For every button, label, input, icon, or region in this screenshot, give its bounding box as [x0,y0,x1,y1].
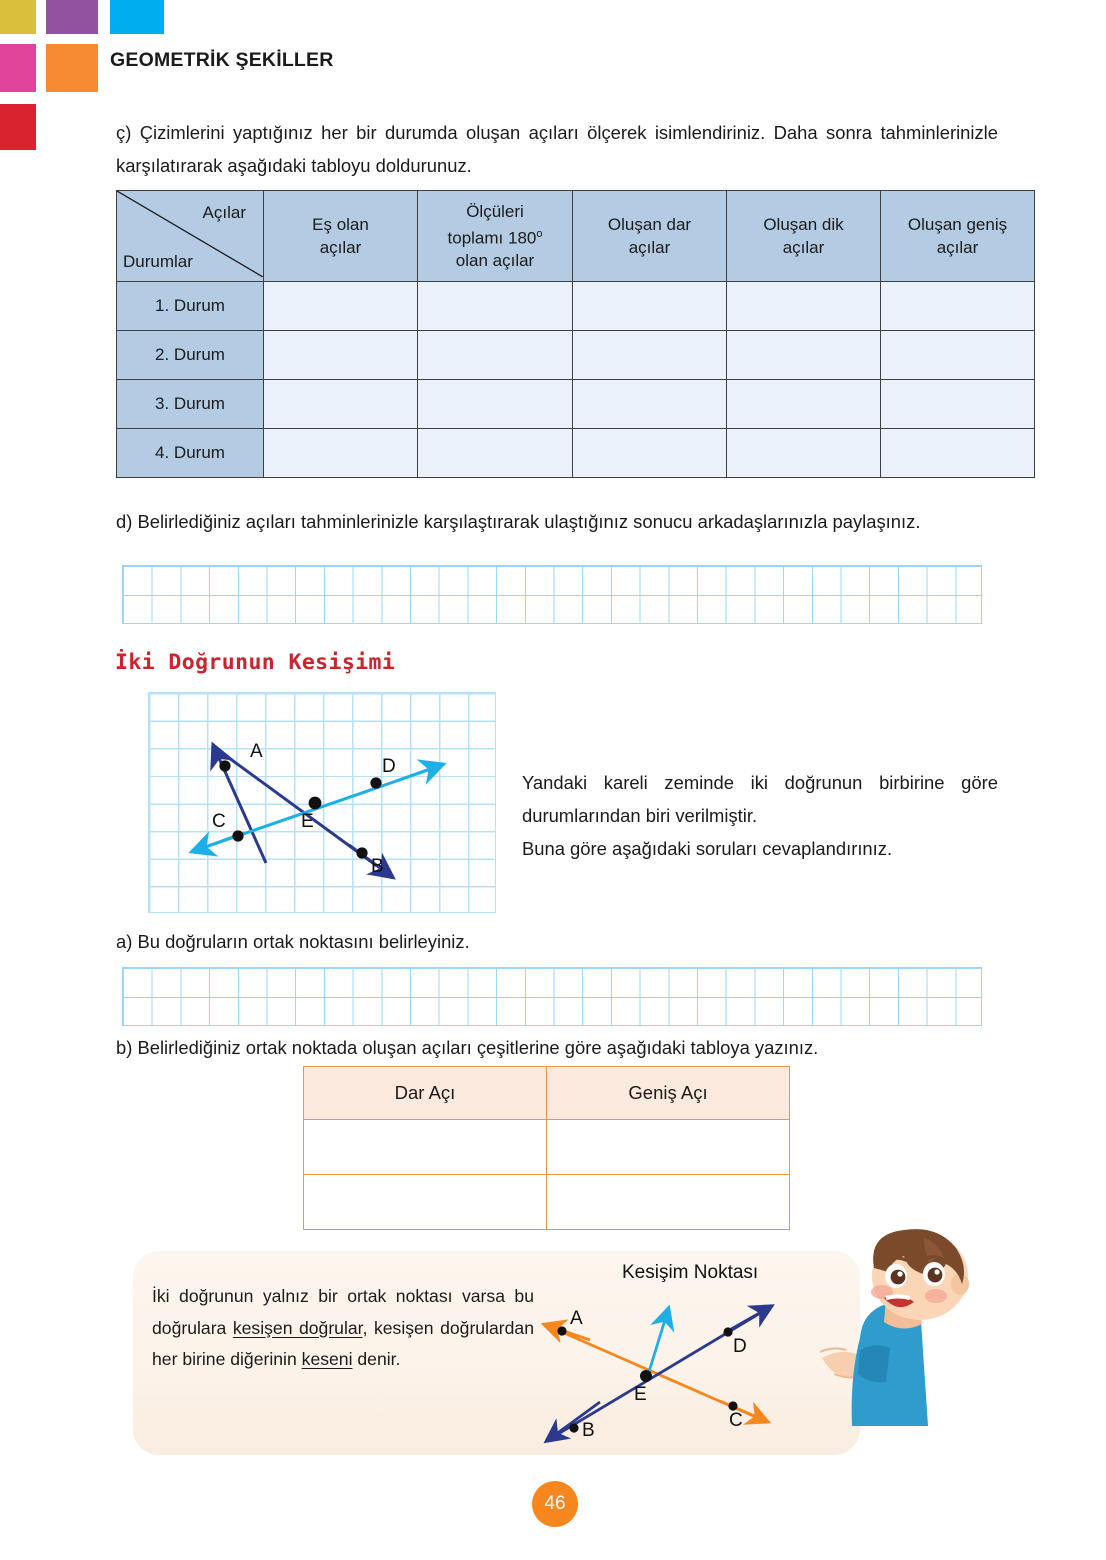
side-text-line-1: Yandaki kareli zeminde iki doğrunun birbirine göre durumlarından biri verilmiştir. [522,772,998,826]
answer-cell[interactable] [304,1175,547,1230]
paragraph-c-item: ç) Çizimlerini yaptığınız her bir durumda oluşan açıları ölçerek isimlendiriniz. Daha sonra tahminlerinizle karşılatırarak aşağıdaki tabloyu doldurunuz. [116,122,998,176]
line-orange-end-arrow [720,1401,766,1421]
color-block-red [0,104,36,150]
squared-grid-diagram [148,692,496,913]
answer-cell[interactable] [264,429,418,478]
color-block-pink [0,44,36,92]
column-header-olusan-dik-acilar: Oluşan dik açılar [727,191,881,282]
definition-term-kesisen-dogrular: kesişen doğrular [232,1317,363,1338]
row-header-durum-3: 3. Durum [117,380,264,429]
intersecting-lines-svg [149,693,497,914]
answer-cell[interactable] [573,331,727,380]
paragraph-d-item: d) Belirlediğiniz açıları tahminlerinizle karşılaştırarak ulaştığınız sonucu arkadaşlarınızla paylaşınız. [116,511,921,532]
mini-point-label-a: A [570,1308,583,1329]
point-label-e: E [301,811,314,832]
table-header-row [117,191,1035,282]
point-label-b: B [371,856,384,877]
mini-point-d-dot [723,1327,732,1336]
answer-cell[interactable] [727,429,881,478]
mini-point-a-dot [557,1326,566,1335]
mini-point-label-d: D [733,1336,747,1357]
answer-cell[interactable] [881,282,1035,331]
answer-cell[interactable] [418,380,573,429]
row-header-durum-2: 2. Durum [117,331,264,380]
column-header-olculeri-toplami-180: Ölçüleri toplamı 180$^o$ olan açılar [418,191,573,282]
answer-cell[interactable] [418,331,573,380]
corner-label-angles: Açılar [202,203,246,222]
table-row [117,282,1035,331]
table-row [117,380,1035,429]
answer-cell[interactable] [881,380,1035,429]
definition-text-part-1: İki doğrunun yalnız bir ortak noktası varsa bu doğrulara [152,1286,534,1338]
point-label-d: D [382,756,396,777]
definition-text-part-3: denir. [352,1349,401,1369]
mini-lines-svg [530,1280,820,1450]
answer-cell[interactable] [727,331,881,380]
color-block-yellow [0,0,36,34]
boy-illustration-svg [820,1228,1020,1458]
line-ab-arrow-end [349,845,391,876]
column-header-genis-aci: Geniş Açı [547,1067,790,1120]
line-cd-arrow-end [399,765,441,780]
answer-cell[interactable] [573,380,727,429]
definition-term-keseni: keseni [301,1349,353,1369]
page-number-badge: 46 [532,1481,578,1527]
answer-cell[interactable] [573,282,727,331]
answer-writing-grid-a[interactable] [122,967,982,1026]
answer-cell[interactable] [727,282,881,331]
answer-cell[interactable] [264,380,418,429]
point-label-c: C [212,811,226,832]
column-header-olusan-dar-acilar: Oluşan dar açılar [573,191,727,282]
paragraph-b-item: b) Belirlediğiniz ortak noktada oluşan açıları çeşitlerine göre aşağıdaki tabloya yazınız. [116,1037,819,1058]
table-header-row [304,1067,790,1120]
color-block-purple [46,0,98,34]
angle-type-table [303,1066,790,1230]
page-title: GEOMETRİK ŞEKİLLER [110,49,334,71]
answer-cell[interactable] [264,331,418,380]
table-row [117,331,1035,380]
table-row [304,1120,790,1175]
answer-cell[interactable] [418,429,573,478]
color-block-orange [46,44,98,92]
point-b-dot [356,847,367,858]
corner-label-cases: Durumlar [123,252,193,271]
definition-text-part-2: , kesişen doğrulardan her birine diğerinin [152,1317,534,1369]
side-text-line-2: Buna göre aşağıdaki soruları cevaplandırınız. [522,838,893,859]
line-navy-end-arrow [726,1307,770,1332]
answer-cell[interactable] [573,429,727,478]
answer-cell[interactable] [547,1120,790,1175]
answer-cell[interactable] [418,282,573,331]
answer-cell[interactable] [727,380,881,429]
column-header-es-olan-acilar: Eş olan açılar [264,191,418,282]
cartoon-boy-character [820,1228,1020,1458]
column-header-olusan-genis-acilar: Oluşan geniş açılar [881,191,1035,282]
point-e-dot [309,797,322,810]
table-row [304,1175,790,1230]
paragraph-a-item: a) Bu doğruların ortak noktasını belirleyiniz. [116,931,470,952]
durum-table [116,190,1035,478]
answer-cell[interactable] [547,1175,790,1230]
section-heading-iki-dogrunun-kesisimi: İki Doğrunun Kesişimi [115,650,396,675]
kesisim-noktasi-label: Kesişim Noktası [622,1262,759,1283]
row-header-durum-4: 4. Durum [117,429,264,478]
point-label-a: A [250,741,263,762]
definition-text [152,1281,534,1376]
mini-intersecting-lines-diagram [530,1280,820,1450]
mini-point-b-dot [569,1423,578,1432]
mini-point-label-c: C [729,1410,743,1431]
row-header-durum-1: 1. Durum [117,282,264,331]
table-corner-cell [117,191,264,282]
table-row [117,429,1035,478]
color-block-cyan [110,0,164,34]
answer-cell[interactable] [881,331,1035,380]
column-header-dar-aci: Dar Açı [304,1067,547,1120]
point-a-dot [219,760,230,771]
answer-cell[interactable] [304,1120,547,1175]
mini-point-label-b: B [582,1420,595,1441]
mini-point-label-e: E [634,1384,647,1405]
mini-point-e-dot [640,1370,652,1382]
point-c-dot [232,830,243,841]
answer-writing-grid-d[interactable] [122,565,982,624]
pointer-arrow-to-e [648,1310,668,1375]
point-d-dot [370,777,381,788]
answer-cell[interactable] [264,282,418,331]
answer-cell[interactable] [881,429,1035,478]
